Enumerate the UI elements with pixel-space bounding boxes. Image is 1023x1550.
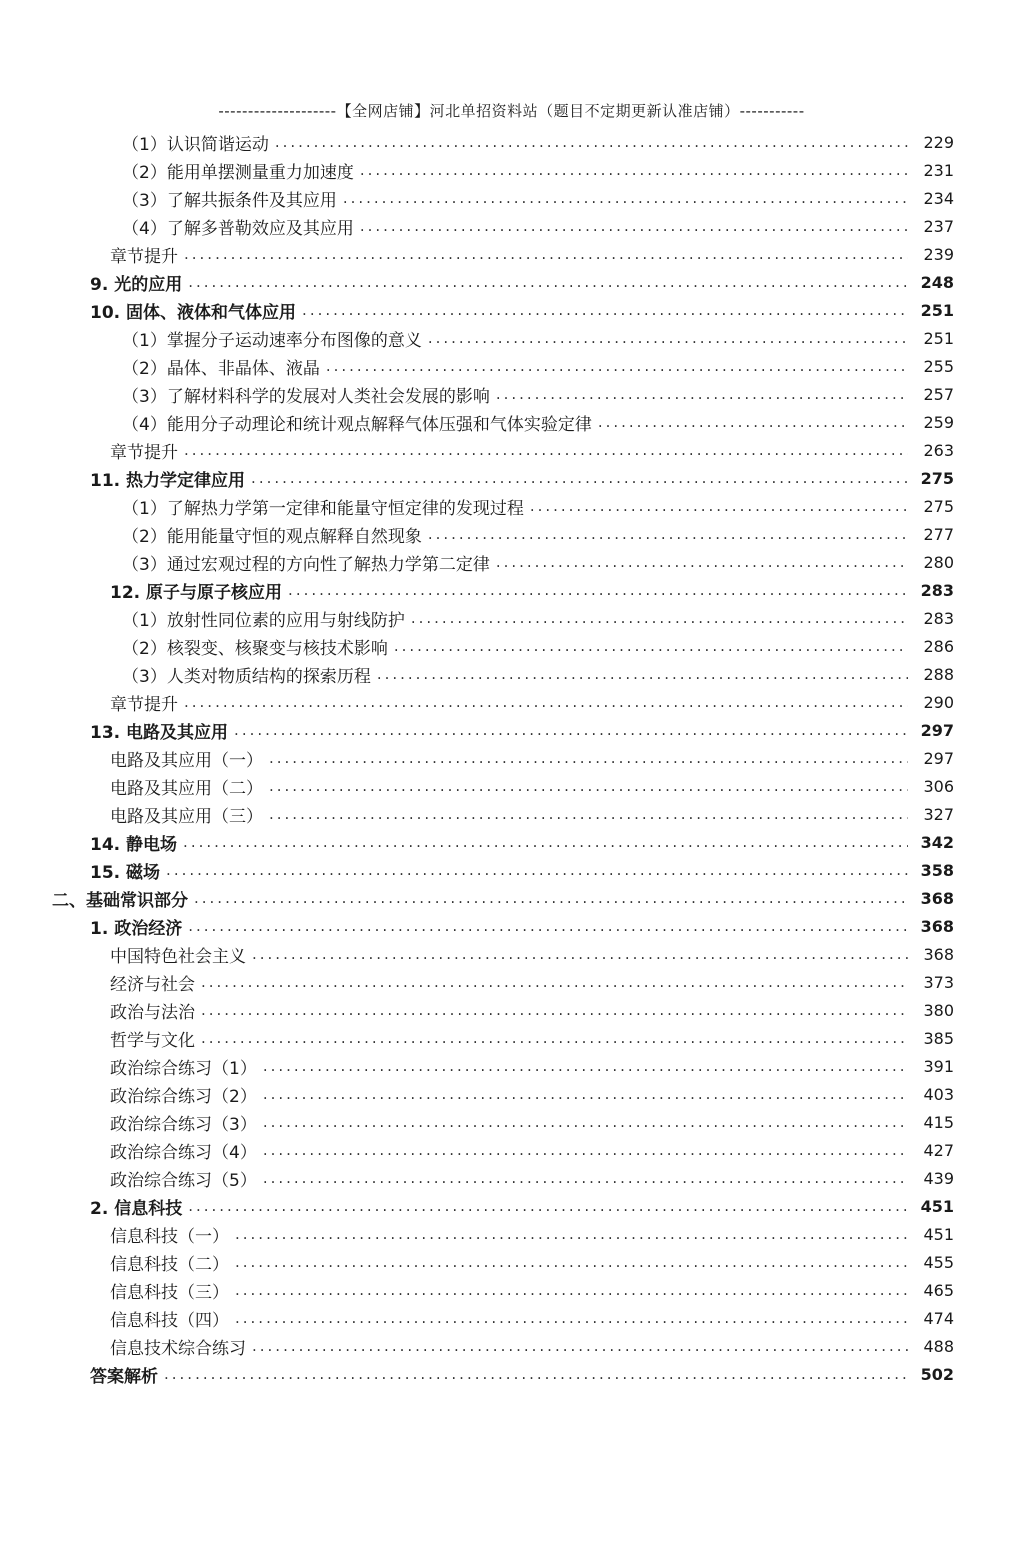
toc-entry-title: 章节提升 [110, 442, 178, 463]
toc-entry-title: 10. 固体、液体和气体应用 [90, 302, 297, 323]
dot-leader [166, 856, 908, 884]
dot-leader [269, 800, 908, 828]
toc-entry-page: 427 [923, 1140, 954, 1160]
dot-leader [428, 324, 908, 352]
toc-entry-title: 14. 静电场 [90, 834, 178, 855]
dot-leader [188, 912, 908, 940]
toc-entry-page: 380 [923, 1000, 954, 1020]
dot-leader [234, 716, 908, 744]
toc-entry-title: （3）了解材料科学的发展对人类社会发展的影响 [122, 386, 490, 407]
toc-entry[interactable] [0, 1136, 1023, 1164]
toc-entry-page: 251 [920, 300, 954, 320]
toc-entry-page: 280 [923, 552, 954, 572]
dot-leader [188, 268, 908, 296]
toc-entry[interactable] [0, 240, 1023, 268]
toc-entry-page: 234 [923, 188, 954, 208]
toc-entry-page: 283 [923, 608, 954, 628]
toc-entry-page: 358 [920, 860, 954, 880]
toc-entry-page: 465 [923, 1280, 954, 1300]
toc-entry-title: 经济与社会 [110, 974, 195, 995]
toc-entry-title: （4）能用分子动理论和统计观点解释气体压强和气体实验定律 [122, 414, 592, 435]
dot-leader [188, 1192, 908, 1220]
toc-entry[interactable] [0, 1304, 1023, 1332]
toc-entry[interactable] [0, 1024, 1023, 1052]
toc-entry-title: （4）了解多普勒效应及其应用 [122, 218, 354, 239]
dot-leader [360, 156, 908, 184]
toc-entry[interactable] [0, 156, 1023, 184]
toc-entry-page: 439 [923, 1168, 954, 1188]
dot-leader [184, 688, 908, 716]
toc-entry[interactable] [0, 1248, 1023, 1276]
toc-entry-page: 239 [923, 244, 954, 264]
dot-leader [269, 744, 908, 772]
toc-entry-title: （2）能用能量守恒的观点解释自然现象 [122, 526, 422, 547]
toc-entry-title: 信息科技（一） [110, 1226, 229, 1247]
toc-entry-title: （3）通过宏观过程的方向性了解热力学第二定律 [122, 554, 490, 575]
toc-entry[interactable] [0, 380, 1023, 408]
toc-entry-page: 368 [920, 916, 954, 936]
dot-leader [394, 632, 908, 660]
toc-entry-title: 电路及其应用（三） [110, 806, 263, 827]
toc-entry-title: 9. 光的应用 [90, 274, 183, 295]
toc-entry-page: 290 [923, 692, 954, 712]
toc-entry-page: 415 [923, 1112, 954, 1132]
toc-entry[interactable] [0, 464, 1023, 492]
toc-entry-title: （3）人类对物质结构的探索历程 [122, 666, 371, 687]
dot-leader [194, 884, 908, 912]
dot-leader [235, 1248, 908, 1276]
dot-leader [326, 352, 908, 380]
toc-entry[interactable] [0, 436, 1023, 464]
toc-entry[interactable] [0, 800, 1023, 828]
toc-entry[interactable] [0, 1052, 1023, 1080]
toc-entry[interactable] [0, 940, 1023, 968]
toc-entry[interactable] [0, 996, 1023, 1024]
dot-leader [269, 772, 908, 800]
dot-leader [201, 968, 908, 996]
toc-entry[interactable] [0, 548, 1023, 576]
toc-entry-page: 251 [923, 328, 954, 348]
dot-leader [302, 296, 908, 324]
toc-entry-title: （1）掌握分子运动速率分布图像的意义 [122, 330, 422, 351]
toc-entry-title: 电路及其应用（二） [110, 778, 263, 799]
dot-leader [263, 1108, 908, 1136]
dot-leader [263, 1052, 908, 1080]
toc-entry-title: 中国特色社会主义 [110, 946, 246, 967]
toc-entry-title: （2）晶体、非晶体、液晶 [122, 358, 320, 379]
toc-entry[interactable] [0, 884, 1023, 912]
toc-entry-title: 政治综合练习（3） [110, 1114, 257, 1135]
toc-entry-page: 275 [920, 468, 954, 488]
toc-entry-title: 信息科技（三） [110, 1282, 229, 1303]
toc-entry-title: （1）了解热力学第一定律和能量守恒定律的发现过程 [122, 498, 524, 519]
toc-entry-title: 12. 原子与原子核应用 [110, 582, 283, 603]
toc-entry-title: 信息技术综合练习 [110, 1338, 246, 1359]
toc-entry[interactable] [0, 660, 1023, 688]
toc-entry[interactable] [0, 688, 1023, 716]
toc-entry-page: 373 [923, 972, 954, 992]
dot-leader [428, 520, 908, 548]
dot-leader [263, 1164, 908, 1192]
toc-entry-title: 政治综合练习（5） [110, 1170, 257, 1191]
toc-entry-page: 231 [923, 160, 954, 180]
toc-entry[interactable] [0, 1360, 1023, 1388]
toc-entry-page: 488 [923, 1336, 954, 1356]
toc-entry-title: （2）能用单摆测量重力加速度 [122, 162, 354, 183]
toc-entry-title: 1. 政治经济 [90, 918, 183, 939]
toc-entry-page: 342 [920, 832, 954, 852]
toc-entry-title: 信息科技（二） [110, 1254, 229, 1275]
toc-entry[interactable] [0, 576, 1023, 604]
toc-entry-title: 11. 热力学定律应用 [90, 470, 246, 491]
toc-entry-page: 451 [923, 1224, 954, 1244]
toc-entry-page: 391 [923, 1056, 954, 1076]
toc-entry-title: 政治综合练习（2） [110, 1086, 257, 1107]
toc-entry-page: 257 [923, 384, 954, 404]
table-of-contents [0, 128, 1023, 1388]
dot-leader [201, 1024, 908, 1052]
toc-entry-title: 章节提升 [110, 694, 178, 715]
page-header: --------------------【全网店铺】河北单招资料站（题目不定期更新认准店铺）----------- [218, 102, 805, 120]
toc-entry-page: 451 [920, 1196, 954, 1216]
dot-leader [496, 380, 908, 408]
toc-entry-page: 368 [920, 888, 954, 908]
toc-entry[interactable] [0, 296, 1023, 324]
toc-entry-title: 政治综合练习（4） [110, 1142, 257, 1163]
toc-entry[interactable] [0, 968, 1023, 996]
toc-entry-title: 13. 电路及其应用 [90, 722, 229, 743]
dot-leader [377, 660, 908, 688]
toc-entry-title: 2. 信息科技 [90, 1198, 183, 1219]
dot-leader [343, 184, 908, 212]
toc-entry-title: 15. 磁场 [90, 862, 161, 883]
dot-leader [235, 1276, 908, 1304]
toc-entry[interactable] [0, 268, 1023, 296]
toc-entry-title: 信息科技（四） [110, 1310, 229, 1331]
toc-entry-title: 哲学与文化 [110, 1030, 195, 1051]
toc-entry[interactable] [0, 184, 1023, 212]
toc-entry-page: 327 [923, 804, 954, 824]
toc-entry[interactable] [0, 212, 1023, 240]
toc-entry-title: 政治综合练习（1） [110, 1058, 257, 1079]
dot-leader [251, 464, 908, 492]
toc-entry-title: 答案解析 [90, 1366, 158, 1387]
toc-entry-page: 403 [923, 1084, 954, 1104]
toc-entry-title: （2）核裂变、核聚变与核技术影响 [122, 638, 388, 659]
dot-leader [530, 492, 908, 520]
toc-entry-title: 电路及其应用（一） [110, 750, 263, 771]
toc-entry[interactable] [0, 744, 1023, 772]
toc-entry[interactable] [0, 856, 1023, 884]
toc-entry[interactable] [0, 492, 1023, 520]
dot-leader [263, 1080, 908, 1108]
dot-leader [496, 548, 908, 576]
toc-entry-page: 297 [920, 720, 954, 740]
toc-entry[interactable] [0, 1164, 1023, 1192]
toc-entry[interactable] [0, 1332, 1023, 1360]
toc-entry-page: 229 [923, 132, 954, 152]
toc-entry-page: 259 [923, 412, 954, 432]
toc-entry-page: 297 [923, 748, 954, 768]
toc-entry-page: 277 [923, 524, 954, 544]
dot-leader [201, 996, 908, 1024]
dot-leader [360, 212, 908, 240]
toc-entry[interactable] [0, 772, 1023, 800]
toc-entry-page: 263 [923, 440, 954, 460]
toc-entry-page: 385 [923, 1028, 954, 1048]
dot-leader [411, 604, 908, 632]
toc-entry[interactable] [0, 716, 1023, 744]
toc-entry-page: 283 [920, 580, 954, 600]
toc-entry[interactable] [0, 1276, 1023, 1304]
toc-entry-title: （1）放射性同位素的应用与射线防护 [122, 610, 405, 631]
dot-leader [288, 576, 908, 604]
toc-entry[interactable] [0, 632, 1023, 660]
dot-leader [598, 408, 908, 436]
toc-entry-page: 255 [923, 356, 954, 376]
toc-entry-page: 286 [923, 636, 954, 656]
toc-entry-page: 275 [923, 496, 954, 516]
dot-leader [164, 1360, 908, 1388]
toc-entry-title: （1）认识简谐运动 [122, 134, 269, 155]
toc-entry[interactable] [0, 1192, 1023, 1220]
dot-leader [252, 940, 908, 968]
toc-entry[interactable] [0, 520, 1023, 548]
toc-entry-page: 455 [923, 1252, 954, 1272]
toc-entry[interactable] [0, 604, 1023, 632]
dot-leader [184, 240, 908, 268]
toc-entry[interactable] [0, 324, 1023, 352]
toc-entry-page: 306 [923, 776, 954, 796]
toc-entry[interactable] [0, 912, 1023, 940]
toc-entry-page: 474 [923, 1308, 954, 1328]
dot-leader [275, 128, 908, 156]
toc-entry[interactable] [0, 1108, 1023, 1136]
dot-leader [183, 828, 908, 856]
dot-leader [184, 436, 908, 464]
toc-entry-title: 章节提升 [110, 246, 178, 267]
toc-entry[interactable] [0, 128, 1023, 156]
toc-entry[interactable] [0, 1080, 1023, 1108]
dot-leader [252, 1332, 908, 1360]
dot-leader [235, 1304, 908, 1332]
toc-entry-title: 政治与法治 [110, 1002, 195, 1023]
toc-entry[interactable] [0, 828, 1023, 856]
toc-entry-title: （3）了解共振条件及其应用 [122, 190, 337, 211]
dot-leader [263, 1136, 908, 1164]
toc-entry[interactable] [0, 1220, 1023, 1248]
dot-leader [235, 1220, 908, 1248]
toc-entry[interactable] [0, 408, 1023, 436]
toc-entry-page: 248 [920, 272, 954, 292]
toc-entry-page: 237 [923, 216, 954, 236]
toc-entry-page: 288 [923, 664, 954, 684]
toc-entry-title: 二、基础常识部分 [52, 890, 188, 911]
toc-entry[interactable] [0, 352, 1023, 380]
toc-entry-page: 502 [920, 1364, 954, 1384]
toc-entry-page: 368 [923, 944, 954, 964]
